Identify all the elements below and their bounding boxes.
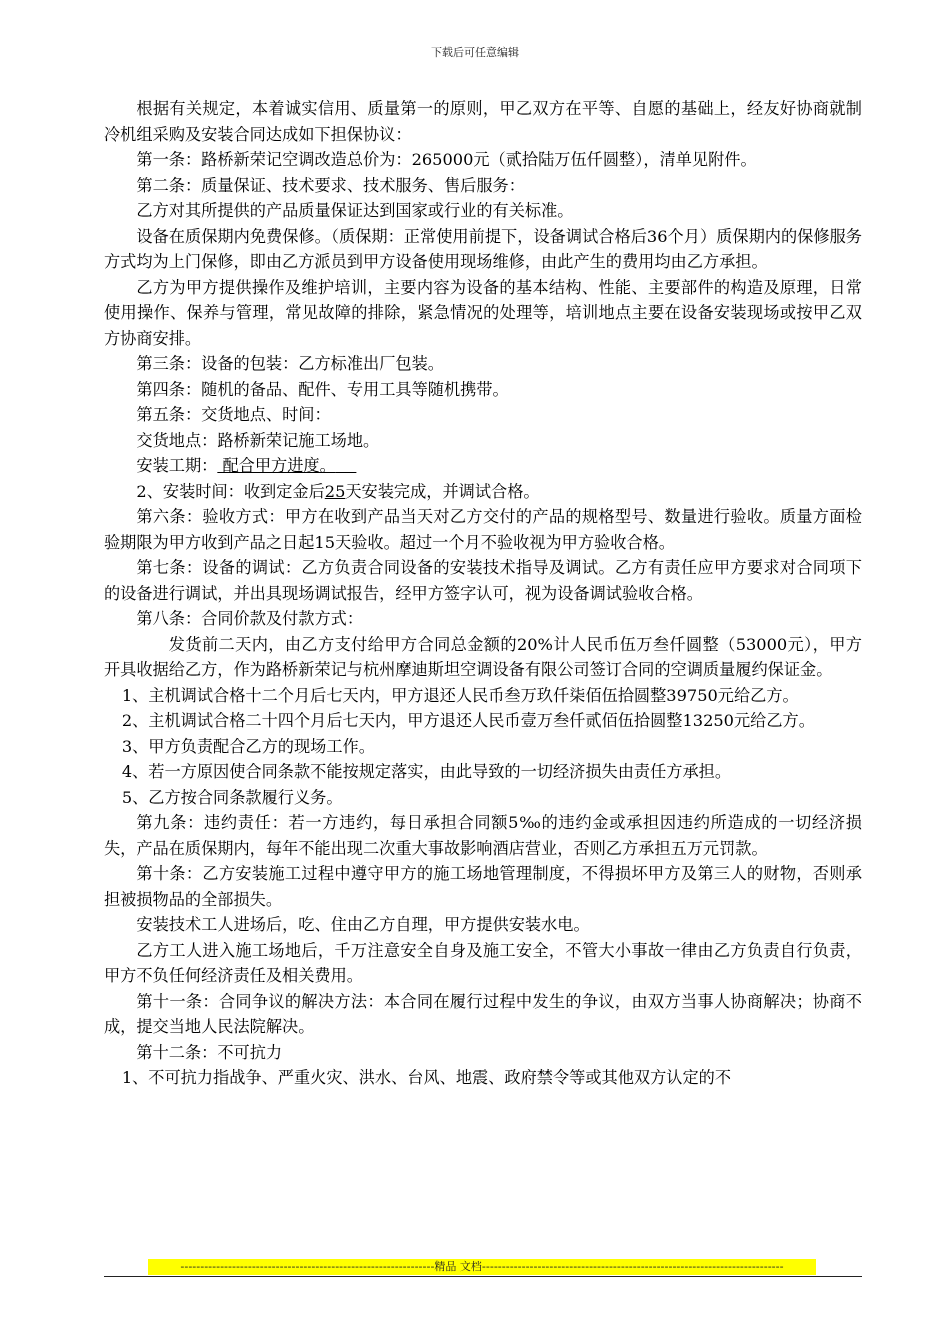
paragraph-warranty: 设备在质保期内免费保修。（质保期：正常使用前提下，设备调试合格后36个月）质保期内的保修服务方式均为上门保修，即由乙方派员到甲方设备使用现场维修，由此产生的费用均由乙方承担。 (104, 226, 862, 271)
paragraph-article-5: 第五条：交货地点、时间： (136, 405, 331, 424)
paragraph-refund-1: 1、主机调试合格十二个月后七天内，甲方退还人民币叁万玖仟柒佰伍拾圆整39750元给乙方。 (121, 685, 799, 705)
paragraph-article-10: 第十条：乙方安装施工过程中遵守甲方的施工场地管理制度，不得损坏甲方及第三人的财物，否则承担被损物品的全部损失。 (104, 864, 862, 909)
paragraph-delivery-place: 交货地点：路桥新荣记施工场地。 (136, 430, 380, 450)
paragraph-item-5: 5、乙方按合同条款履行义务。 (121, 787, 343, 807)
footer-band (148, 1259, 816, 1275)
paragraph-item-4: 4、若一方原因使合同条款不能按规定落实，由此导致的一切经济损失由责任方承担。 (121, 762, 732, 781)
paragraph-install-time (104, 479, 862, 505)
paragraph-article-3: 第三条：设备的包装：乙方标准出厂包装。 (136, 354, 444, 373)
paragraph-article-7: 第七条：设备的调试：乙方负责合同设备的安装技术指导及调试。乙方有责任应甲方要求对合同项下的设备进行调试，并出具现场调试报告，经甲方签字认可，视为设备调试验收合格。 (104, 558, 862, 603)
paragraph-deposit: 发货前二天内，由乙方支付给甲方合同总金额的20%计人民币伍万叁仟圆整（53000元），甲方开具收据给乙方，作为路桥新荣记与杭州摩迪斯坦空调设备有限公司签订合同的空调质量履约保证金。 (104, 634, 862, 679)
paragraph-intro: 根据有关规定，本着诚实信用、质量第一的原则，甲乙双方在平等、自愿的基础上，经友好协商就制冷机组采购及安装合同达成如下担保协议： (104, 99, 862, 144)
contract-body (104, 96, 862, 1091)
install-period-value: 配合甲方进度。 (222, 456, 336, 475)
paragraph-quality-standard: 乙方对其所提供的产品质量保证达到国家或行业的有关标准。 (136, 201, 574, 220)
paragraph-item-3: 3、甲方负责配合乙方的现场工作。 (121, 736, 375, 756)
paragraph-article-1: 第一条：路桥新荣记空调改造总价为：265000元（贰拾陆万伍仟圆整），清单见附件。 (136, 150, 757, 169)
paragraph-article-12: 第十二条：不可抗力 (136, 1042, 283, 1062)
paragraph-refund-2: 2、主机调试合格二十四个月后七天内，甲方退还人民币壹万叁仟贰佰伍拾圆整13250元给乙方。 (121, 711, 815, 730)
install-time-prefix: 2、安装时间：收到定金后 (136, 481, 325, 501)
paragraph-article-4: 第四条：随机的备品、配件、专用工具等随机携带。 (136, 379, 509, 399)
install-period-label: 安装工期： (136, 456, 218, 475)
page-header-note: 下载后可任意编辑 (431, 46, 519, 59)
install-time-suffix: 天安装完成，并调试合格。 (345, 481, 540, 501)
paragraph-article-9: 第九条：违约责任：若一方违约，每日承担合同额5‰的违约金或承担因违约所造成的一切经济损失，产品在质保期内，每年不能出现二次重大事故影响酒店营业，否则乙方承担五万元罚款。 (104, 813, 862, 858)
footer-label: 精品 文档 (434, 1260, 482, 1273)
install-time-days: 25 (324, 481, 346, 501)
paragraph-accommodation: 安装技术工人进场后，吃、住由乙方自理，甲方提供安装水电。 (136, 915, 590, 934)
footer-dashes-left: ---------------------------------------------------------------- (180, 1260, 435, 1273)
paragraph-install-period (104, 453, 862, 479)
paragraph-article-8: 第八条：合同价款及付款方式： (136, 609, 364, 628)
paragraph-force-majeure-1: 1、不可抗力指战争、严重火灾、洪水、台风、地震、政府禁令等或其他双方认定的不 (121, 1068, 732, 1087)
paragraph-training: 乙方为甲方提供操作及维护培训，主要内容为设备的基本结构、性能、主要部件的构造及原理，日常使用操作、保养与管理，常见故障的排除，紧急情况的处理等，培训地点主要在设备安装现场或按甲乙双方协商安排。 (104, 277, 862, 348)
paragraph-article-6: 第六条：验收方式：甲方在收到产品当天对乙方交付的产品的规格型号、数量进行验收。质量方面检验期限为甲方收到产品之日起15天验收。超过一个月不验收视为甲方验收合格。 (104, 507, 862, 552)
paragraph-article-11: 第十一条：合同争议的解决方法：本合同在履行过程中发生的争议，由双方当事人协商解决；协商不成，提交当地人民法院解决。 (104, 991, 862, 1036)
paragraph-article-2: 第二条：质量保证、技术要求、技术服务、售后服务： (136, 175, 525, 195)
footer-divider (104, 1276, 862, 1277)
paragraph-safety: 乙方工人进入施工场地后，千万注意安全自身及施工安全，不管大小事故一律由乙方负责自行负责，甲方不负任何经济责任及相关费用。 (104, 940, 862, 985)
footer-dashes-right: ---------------------------------------------------------------------------- (481, 1260, 784, 1273)
